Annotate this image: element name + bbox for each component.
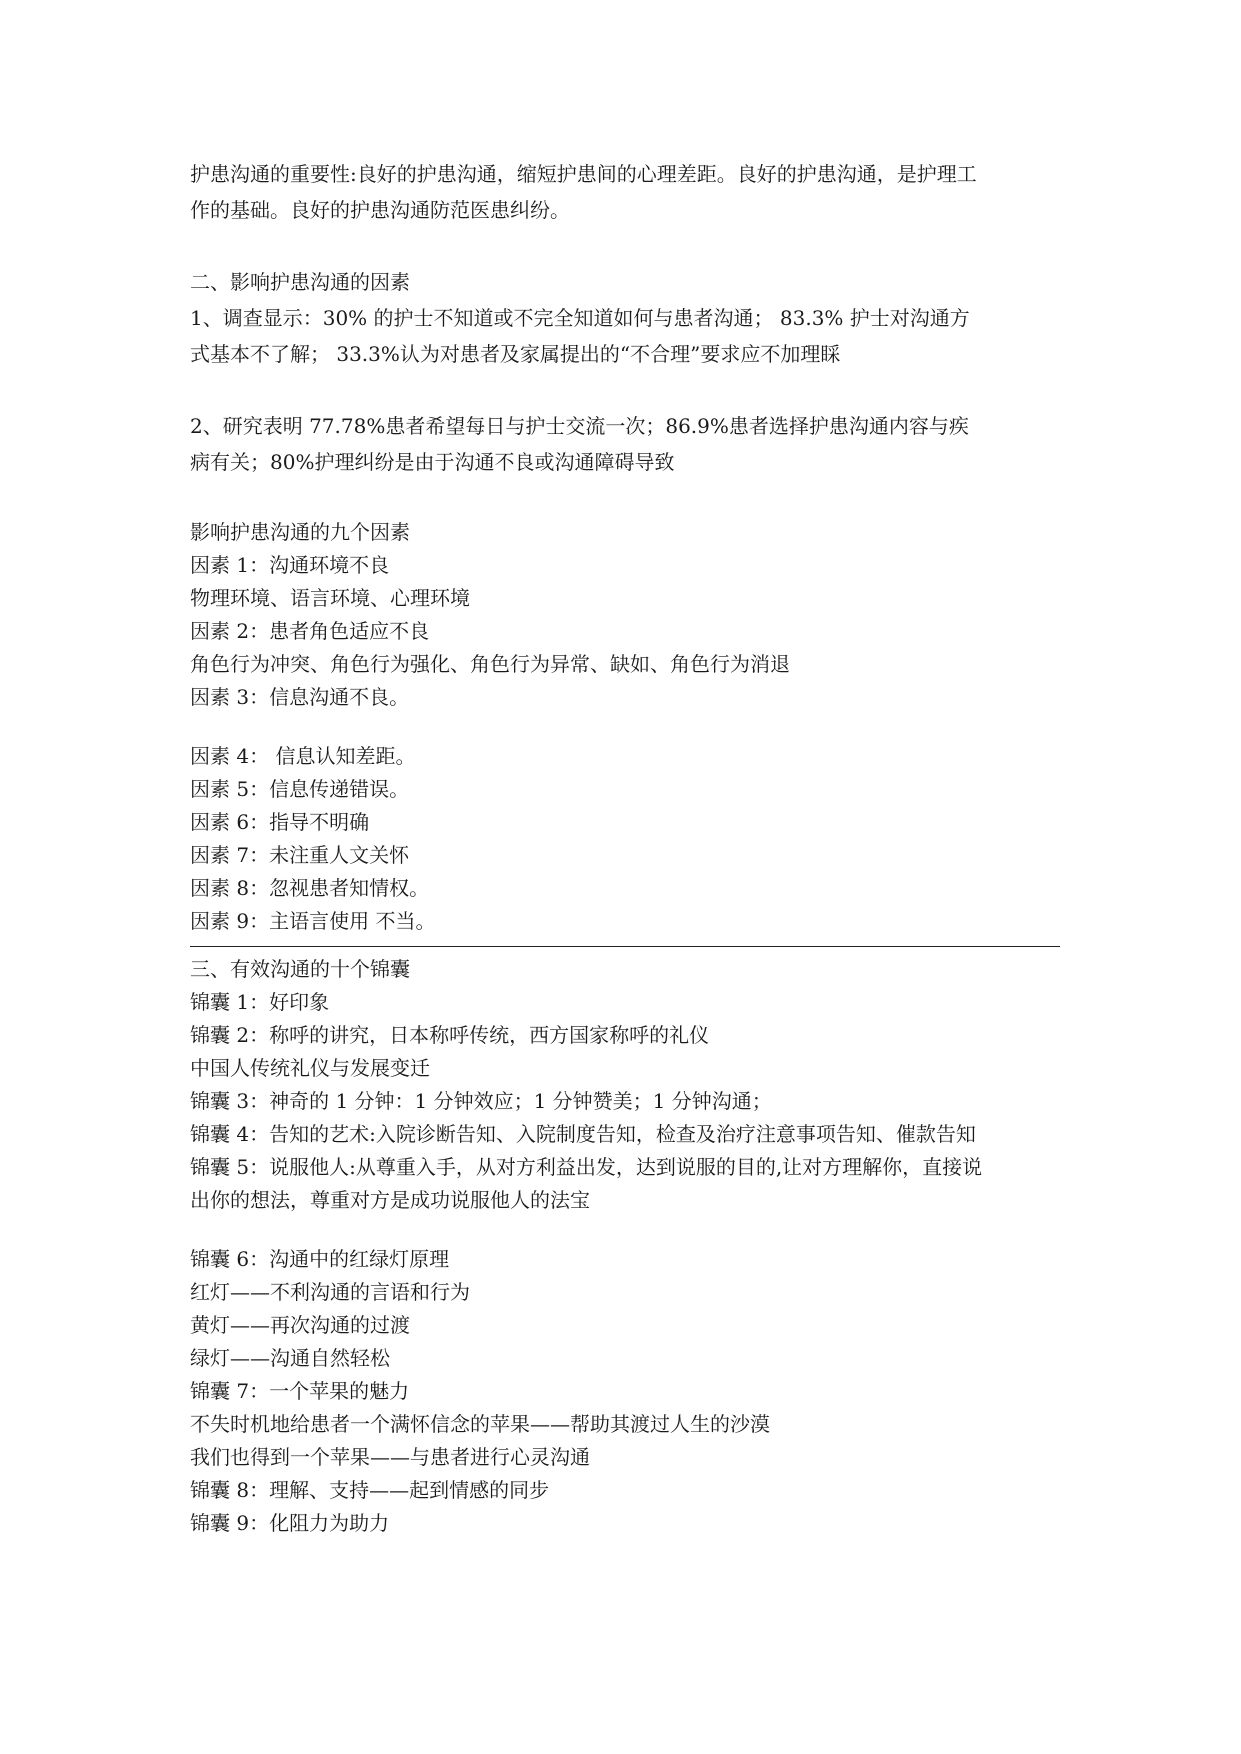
tip-line: 锦囊 2：称呼的讲究，日本称呼传统，西方国家称呼的礼仪 [190,1023,710,1047]
factor-line: 角色行为冲突、角色行为强化、角色行为异常、缺如、角色行为消退 [190,652,790,676]
factor-line: 因素 7：未注重人文关怀 [190,843,410,867]
factor-line: 因素 1：沟通环境不良 [190,553,390,577]
tip-line: 锦囊 6：沟通中的红绿灯原理 [190,1247,450,1271]
factor-line: 因素 3：信息沟通不良。 [190,685,410,709]
section-3-heading: 三、有效沟通的十个锦囊 [190,957,410,981]
tip-line: 锦囊 8：理解、支持——起到情感的同步 [190,1478,550,1502]
tip-line: 锦囊 4：告知的艺术:入院诊断告知、入院制度告知，检查及治疗注意事项告知、催款告知 [190,1122,976,1146]
factor-line: 因素 6：指导不明确 [190,810,370,834]
survey-2-line-1: 2、研究表明 77.78%患者希望每日与护士交流一次；86.9%患者选择护患沟通内容与疾 [190,414,969,438]
tip-line: 红灯——不利沟通的言语和行为 [190,1280,470,1304]
tip-line: 锦囊 1：好印象 [190,990,330,1014]
tip-line: 锦囊 5：说服他人:从尊重入手，从对方利益出发，达到说服的目的,让对方理解你，直接说 [190,1155,983,1179]
spacer [190,714,1060,740]
section-2-heading: 二、影响护患沟通的因素 [190,270,410,294]
tip-line: 锦囊 9：化阻力为助力 [190,1511,390,1535]
spacer [190,1217,1060,1243]
tip-line: 我们也得到一个苹果——与患者进行心灵沟通 [190,1445,590,1469]
factor-line: 物理环境、语言环境、心理环境 [190,586,470,610]
spacer [190,372,1060,408]
tip-line: 出你的想法，尊重对方是成功说服他人的法宝 [190,1188,590,1212]
tip-line: 锦囊 3：神奇的 1 分钟：1 分钟效应；1 分钟赞美；1 分钟沟通； [190,1089,772,1113]
factor-line: 因素 2：患者角色适应不良 [190,619,430,643]
factor-line: 因素 4： 信息认知差距。 [190,744,416,768]
survey-1-line-2: 式基本不了解； 33.3%认为对患者及家属提出的“不合理”要求应不加理睬 [190,342,841,366]
tip-line: 中国人传统礼仪与发展变迁 [190,1056,430,1080]
tip-line: 锦囊 7：一个苹果的魅力 [190,1379,410,1403]
document-body [190,156,1060,1540]
intro-line-2: 作的基础。良好的护患沟通防范医患纠纷。 [190,198,570,222]
nine-factors-title: 影响护患沟通的九个因素 [190,520,410,544]
factors-list [190,516,1060,938]
factor-line: 因素 8：忽视患者知情权。 [190,876,430,900]
intro-line-1: 护患沟通的重要性:良好的护患沟通，缩短护患间的心理差距。良好的护患沟通，是护理工 [190,162,977,186]
survey-2-line-2: 病有关；80%护理纠纷是由于沟通不良或沟通障碍导致 [190,450,675,474]
factor-line: 因素 5：信息传递错误。 [190,777,410,801]
factor-line: 因素 9：主语言使用 不当。 [190,909,436,933]
tip-line: 绿灯——沟通自然轻松 [190,1346,390,1370]
spacer [190,480,1060,516]
tips-list [190,953,1060,1540]
tip-line: 不失时机地给患者一个满怀信念的苹果——帮助其渡过人生的沙漠 [190,1412,770,1436]
survey-1-line-1: 1、调查显示：30% 的护士不知道或不完全知道如何与患者沟通； 83.3% 护士对沟通方 [190,306,970,330]
tip-line: 黄灯——再次沟通的过渡 [190,1313,410,1337]
horizontal-rule [190,946,1060,947]
spacer [190,228,1060,264]
